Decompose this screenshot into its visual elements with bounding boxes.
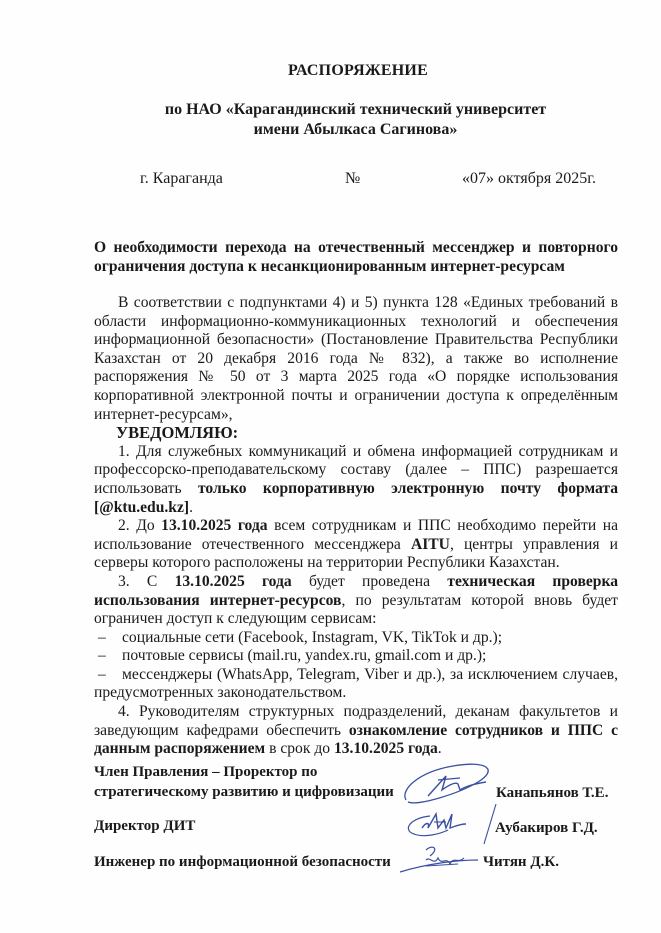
item-1-bold: только корпоративную электронную почту формата [@ktu.edu.kz] [94,479,618,516]
item-2-date: 13.10.2025 года [161,517,268,535]
signature-3-icon [396,842,486,878]
signature-2-icon [400,800,500,848]
item-4-text-b: в срок до [265,740,334,758]
dash-marker: – [98,665,106,683]
organization-header [0,100,661,140]
item-4 [94,703,618,759]
document-subject: О необходимости перехода на отечественный мессенджер и повторного ограничения доступа к несанкционированным интернет-ресурсам [94,239,618,275]
item-2-text-c: , центры управления и серверы которого расположены на территории Республики Казахстан. [94,535,618,572]
item-1-end: . [189,498,193,516]
signatory-2-role: Директор ДИТ [94,818,196,834]
item-4-end: . [437,740,442,758]
signatory-2-name: Аубакиров Г.Д. [495,820,598,836]
signatory-1-name: Канапьянов Т.Е. [496,785,609,801]
item-1-text: 1. Для служебных коммуникаций и обмена информацией сотрудникам и профессорско-преподавательскому составу (далее – ППС) разрешается использовать [94,442,618,497]
organization-line-1: по НАО «Карагандинский технический университет [164,101,547,118]
item-3-text: 3. С [118,572,175,590]
list-item [94,666,618,703]
document-body [94,294,618,759]
list-item [94,629,618,648]
list-item-text: мессенджеры (WhatsApp, Telegram, Viber и др.), за исключением случаев, предусмотренных законодательством. [94,665,618,702]
signatory-1-role [94,762,424,802]
signatory-3-role: Инженер по информационной безопасности [94,854,391,870]
item-2-text: 2. До [118,517,162,535]
document-title: РАСПОРЯЖЕНИЕ [288,62,428,79]
item-4-text: 4. Руководителям структурных подразделений, деканам факультетов и заведующим кафедрами обеспечить [94,703,618,739]
item-3-text-b: будет проведена [291,572,448,590]
item-3-bold: техническая проверка использования интернет-ресурсов [94,572,619,609]
preamble-paragraph: В соответствии с подпунктами 4) и 5) пункта 128 «Единых требований в области информационно-коммуникационных технологий и обеспечения информационной безопасности» (Постановление Правительства Республики Казахстан от 20 декабря 2016 года № 832), а также во исполнение распоряжения № 50 от 3 марта 2025 года «О порядке использования корпоративной электронной почты и ограничении доступа к определённым интернет-ресурсам», [94,294,618,423]
item-3-date: 13.10.2025 года [174,572,292,590]
item-3-text-c: , по результатам которой вновь будет ограничен доступ к следующим сервисам: [94,591,618,628]
item-1 [94,443,618,517]
dash-marker: – [98,628,106,646]
list-item [94,647,618,666]
organization-line-2: имени Абылкаса Сагинова» [253,121,458,138]
item-4-date: 13.10.2025 года [333,740,438,758]
document-date: «07» октября 2025г. [462,170,596,187]
notify-heading: УВЕДОМЛЯЮ: [116,423,239,443]
item-2-text-b: всем сотрудникам и ППС необходимо перейти на использование отечественного мессенджера [94,517,618,553]
document-city: г. Караганда [140,170,223,187]
list-item-text: почтовые сервисы (mail.ru, yandex.ru, gmail.com и др.); [122,647,487,665]
signatory-1-role-line-1: Член Правления – Проректор по [94,764,318,780]
item-2-messenger: AITU [410,535,450,553]
list-item-text: социальные сети (Facebook, Instagram, VK, TikTok и др.); [122,628,503,646]
document-number-label: № [345,170,361,187]
item-3 [94,573,618,629]
dash-marker: – [98,647,106,665]
signatory-1-role-line-2: стратегическому развитию и цифровизации [94,784,394,800]
signatory-3-name: Читян Д.К. [483,854,560,870]
item-2 [94,517,618,573]
item-4-bold: ознакомление сотрудников и ППС с данным распоряжением [94,721,619,758]
